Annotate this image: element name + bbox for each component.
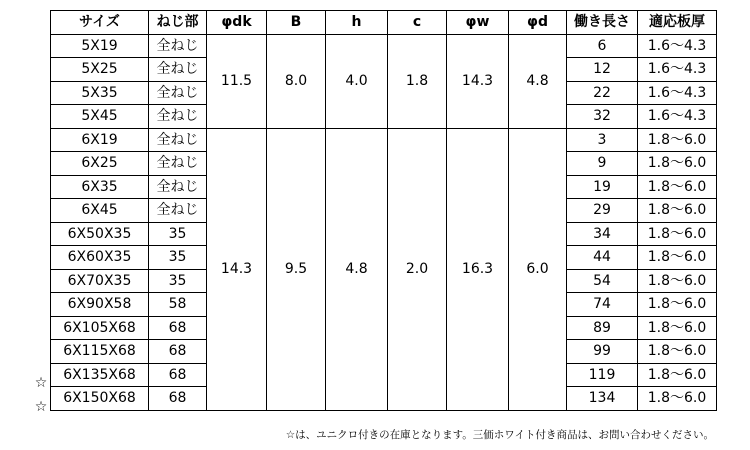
header-dk: φdk	[207, 11, 267, 35]
length-cell: 134	[567, 387, 638, 411]
plate-cell: 1.8～6.0	[638, 246, 717, 270]
thread-cell: 全ねじ	[149, 199, 207, 223]
length-cell: 19	[567, 175, 638, 199]
size-cell: 6X45	[51, 199, 149, 223]
header-w: φw	[447, 11, 509, 35]
b-cell: 9.5	[267, 128, 326, 410]
thread-cell: 全ねじ	[149, 81, 207, 105]
size-cell: 6X90X58	[51, 293, 149, 317]
header-thread: ねじ部	[149, 11, 207, 35]
size-cell: 6X35	[51, 175, 149, 199]
thread-cell: 68	[149, 340, 207, 364]
plate-cell: 1.6～4.3	[638, 34, 717, 58]
plate-cell: 1.8～6.0	[638, 387, 717, 411]
plate-cell: 1.8～6.0	[638, 316, 717, 340]
star-mark: ☆	[34, 399, 48, 415]
size-cell: 6X19	[51, 128, 149, 152]
length-cell: 99	[567, 340, 638, 364]
size-cell: 5X25	[51, 58, 149, 82]
size-cell: 5X45	[51, 105, 149, 129]
header-row	[51, 11, 717, 35]
header-plate: 適応板厚	[638, 11, 717, 35]
w-cell: 16.3	[447, 128, 509, 410]
plate-cell: 1.8～6.0	[638, 340, 717, 364]
length-cell: 44	[567, 246, 638, 270]
c-cell: 2.0	[388, 128, 447, 410]
plate-cell: 1.8～6.0	[638, 222, 717, 246]
plate-cell: 1.8～6.0	[638, 293, 717, 317]
size-cell: 6X70X35	[51, 269, 149, 293]
length-cell: 3	[567, 128, 638, 152]
length-cell: 34	[567, 222, 638, 246]
plate-cell: 1.8～6.0	[638, 175, 717, 199]
length-cell: 54	[567, 269, 638, 293]
size-cell: 6X105X68	[51, 316, 149, 340]
h-cell: 4.8	[326, 128, 388, 410]
plate-cell: 1.8～6.0	[638, 128, 717, 152]
size-cell: 5X19	[51, 34, 149, 58]
length-cell: 12	[567, 58, 638, 82]
thread-cell: 68	[149, 387, 207, 411]
header-length: 働き長さ	[567, 11, 638, 35]
thread-cell: 68	[149, 316, 207, 340]
size-cell: 6X135X68	[51, 363, 149, 387]
thread-cell: 58	[149, 293, 207, 317]
size-cell: 6X25	[51, 152, 149, 176]
dk-cell: 11.5	[207, 34, 267, 128]
thread-cell: 全ねじ	[149, 105, 207, 129]
plate-cell: 1.6～4.3	[638, 58, 717, 82]
length-cell: 74	[567, 293, 638, 317]
length-cell: 89	[567, 316, 638, 340]
table-row	[51, 128, 717, 152]
dk-cell: 14.3	[207, 128, 267, 410]
size-cell: 6X50X35	[51, 222, 149, 246]
plate-cell: 1.8～6.0	[638, 199, 717, 223]
thread-cell: 68	[149, 363, 207, 387]
length-cell: 9	[567, 152, 638, 176]
length-cell: 32	[567, 105, 638, 129]
b-cell: 8.0	[267, 34, 326, 128]
d-cell: 6.0	[509, 128, 567, 410]
header-d: φd	[509, 11, 567, 35]
length-cell: 119	[567, 363, 638, 387]
header-size: サイズ	[51, 11, 149, 35]
length-cell: 6	[567, 34, 638, 58]
size-cell: 5X35	[51, 81, 149, 105]
length-cell: 29	[567, 199, 638, 223]
d-cell: 4.8	[509, 34, 567, 128]
thread-cell: 35	[149, 246, 207, 270]
plate-cell: 1.8～6.0	[638, 152, 717, 176]
plate-cell: 1.8～6.0	[638, 363, 717, 387]
c-cell: 1.8	[388, 34, 447, 128]
thread-cell: 35	[149, 269, 207, 293]
w-cell: 14.3	[447, 34, 509, 128]
thread-cell: 35	[149, 222, 207, 246]
length-cell: 22	[567, 81, 638, 105]
header-b: B	[267, 11, 326, 35]
plate-cell: 1.8～6.0	[638, 269, 717, 293]
plate-cell: 1.6～4.3	[638, 105, 717, 129]
size-cell: 6X60X35	[51, 246, 149, 270]
header-c: c	[388, 11, 447, 35]
footnote: ☆は、ユニクロ付きの在庫となります。三価ホワイト付き商品は、お問い合わせください。	[285, 429, 714, 441]
thread-cell: 全ねじ	[149, 152, 207, 176]
spec-table	[50, 10, 717, 411]
thread-cell: 全ねじ	[149, 128, 207, 152]
star-mark: ☆	[34, 375, 48, 391]
plate-cell: 1.6～4.3	[638, 81, 717, 105]
thread-cell: 全ねじ	[149, 175, 207, 199]
thread-cell: 全ねじ	[149, 34, 207, 58]
thread-cell: 全ねじ	[149, 58, 207, 82]
header-h: h	[326, 11, 388, 35]
size-cell: 6X150X68	[51, 387, 149, 411]
size-cell: 6X115X68	[51, 340, 149, 364]
h-cell: 4.0	[326, 34, 388, 128]
table-row	[51, 34, 717, 58]
